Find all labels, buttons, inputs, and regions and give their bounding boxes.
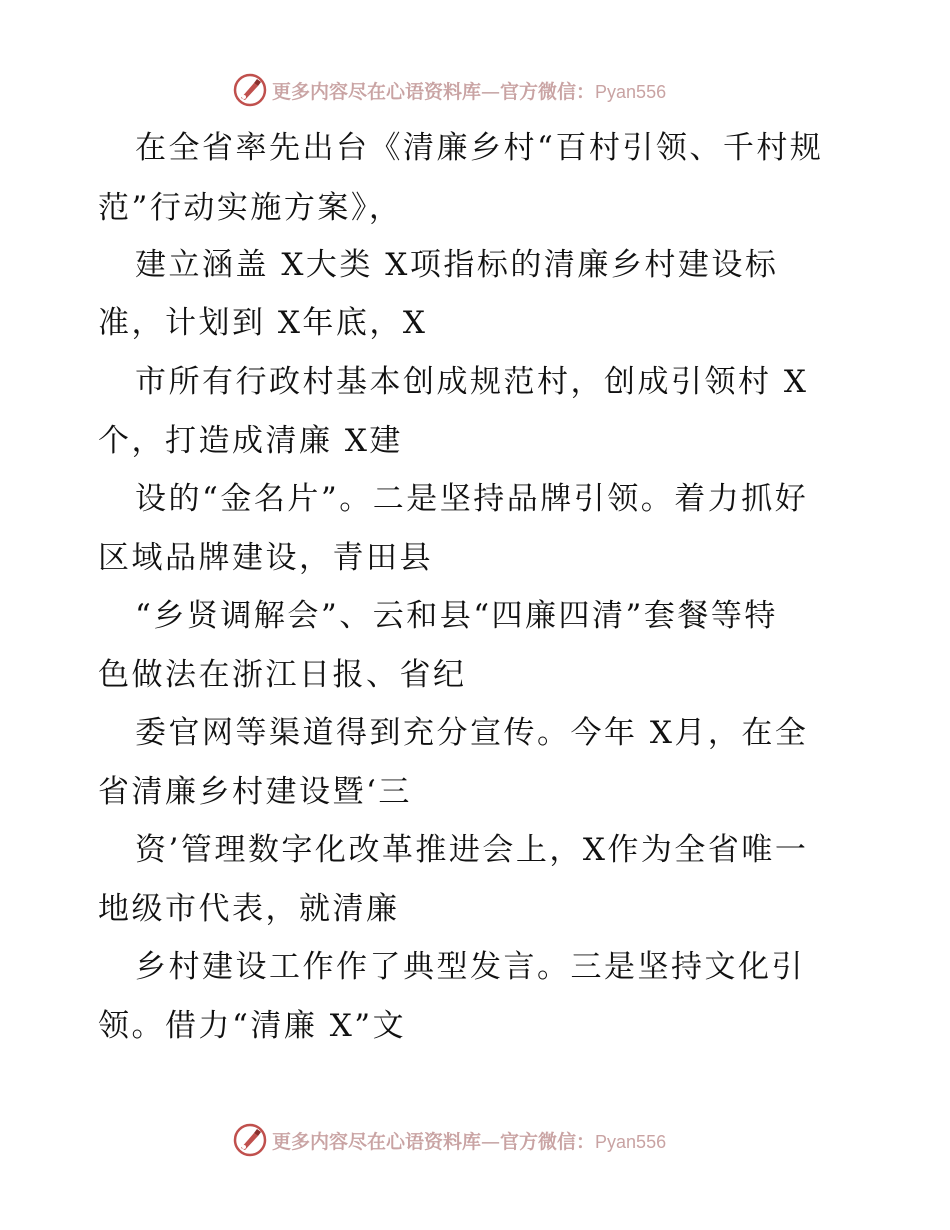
watermark-official: 官方微信： [500, 1130, 596, 1153]
text-line-12: 省清廉乡村建设暨‘三 [98, 774, 412, 810]
watermark-official: 官方微信： [500, 80, 596, 103]
watermark-text [272, 77, 666, 104]
text-line-14: 地级市代表，就清廉 [98, 891, 400, 927]
watermark-dash: — [481, 1130, 501, 1153]
text-line-10: 色做法在浙江日报、省纪 [98, 657, 467, 693]
text-line-5: 市所有行政村基本创成规范村，创成引领村 X [135, 364, 809, 400]
header-watermark [232, 70, 752, 110]
pen-seal-icon [232, 1122, 268, 1158]
watermark-main: 更多内容尽在心语资料库 [272, 1130, 482, 1153]
text-line-1: 在全省率先出台《清廉乡村“百村引领、千村规 [135, 130, 824, 166]
watermark-text [272, 1127, 666, 1154]
text-line-9: “乡贤调解会”、云和县“四廉四清”套餐等特 [135, 598, 778, 634]
text-line-16: 领。借力“清廉 X”文 [98, 1008, 407, 1044]
text-line-7: 设的“金名片”。二是坚持品牌引领。着力抓好 [135, 481, 809, 517]
watermark-main: 更多内容尽在心语资料库 [272, 80, 482, 103]
text-line-4: 准，计划到 X年底，X [98, 305, 428, 341]
text-line-3: 建立涵盖 X大类 X项指标的清廉乡村建设标 [135, 247, 779, 283]
watermark-brand: Pyan556 [595, 81, 667, 102]
text-line-15: 乡村建设工作作了典型发言。三是坚持文化引 [135, 949, 805, 985]
watermark-dash: — [481, 80, 501, 103]
footer-watermark [232, 1120, 752, 1160]
text-line-2: 范”行动实施方案》， [98, 190, 403, 226]
text-line-6: 个，打造成清廉 X建 [98, 423, 403, 459]
watermark-brand: Pyan556 [595, 1131, 667, 1152]
text-line-11: 委官网等渠道得到充分宣传。今年 X月，在全 [135, 715, 809, 751]
pen-seal-icon [232, 72, 268, 108]
text-line-8: 区域品牌建设，青田县 [98, 540, 433, 576]
text-line-13: 资’管理数字化改革推进会上，X作为全省唯一 [135, 832, 809, 868]
